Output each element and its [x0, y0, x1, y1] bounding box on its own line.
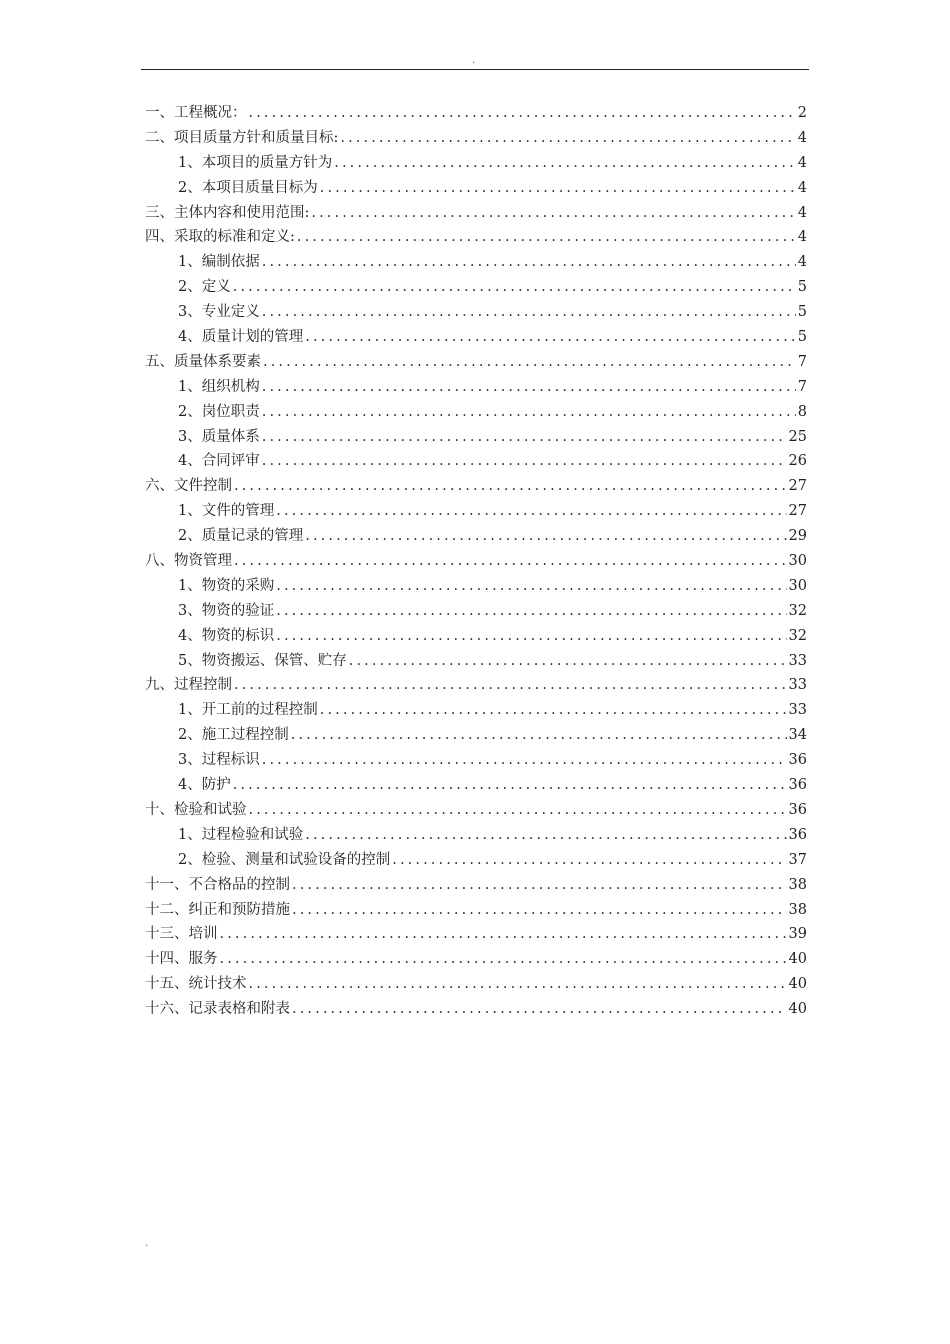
toc-dot-leader — [234, 474, 787, 499]
toc-entry[interactable] — [145, 649, 807, 674]
toc-entry-title: 3、物资的验证 — [178, 602, 275, 619]
toc-entry[interactable] — [145, 425, 807, 450]
toc-dot-leader — [249, 101, 796, 126]
toc-entry-title: 十、检验和试验 — [145, 801, 247, 818]
toc-entry[interactable] — [145, 748, 807, 773]
header-rule — [141, 69, 809, 70]
toc-dot-leader — [262, 400, 796, 425]
toc-entry[interactable] — [145, 250, 807, 275]
toc-entry-title: 2、岗位职责 — [178, 403, 260, 420]
toc-entry-page-number: 25 — [788, 428, 807, 445]
toc-entry-title: 4、物资的标识 — [178, 627, 275, 644]
toc-dot-leader — [249, 972, 787, 997]
toc-entry-page-number: 29 — [788, 528, 807, 545]
toc-entry-title: 四、采取的标准和定义: — [145, 229, 295, 246]
toc-entry[interactable] — [145, 574, 807, 599]
toc-dot-leader — [320, 698, 787, 723]
toc-dot-leader — [233, 275, 796, 300]
toc-entry-page-number: 39 — [788, 926, 807, 943]
toc-entry-page-number: 4 — [797, 179, 807, 196]
toc-entry-page-number: 37 — [788, 851, 807, 868]
toc-entry-page-number: 32 — [788, 602, 807, 619]
toc-entry[interactable] — [145, 673, 807, 698]
toc-entry-title: 十四、服务 — [145, 951, 218, 968]
toc-entry-page-number: 4 — [797, 154, 807, 171]
toc-entry[interactable] — [145, 350, 807, 375]
toc-entry-page-number: 26 — [788, 453, 807, 470]
toc-entry-title: 1、组织机构 — [178, 378, 260, 395]
toc-entry-title: 4、质量计划的管理 — [178, 329, 304, 346]
toc-entry-page-number: 30 — [788, 577, 807, 594]
toc-dot-leader — [263, 350, 796, 375]
toc-dot-leader — [262, 250, 796, 275]
toc-dot-leader — [297, 225, 796, 250]
toc-entry-page-number: 27 — [788, 478, 807, 495]
toc-entry[interactable] — [145, 922, 807, 947]
toc-entry[interactable] — [145, 126, 807, 151]
toc-entry-title: 1、本项目的质量方针为 — [178, 154, 333, 171]
toc-dot-leader — [292, 898, 787, 923]
toc-dot-leader — [220, 922, 787, 947]
toc-entry[interactable] — [145, 325, 807, 350]
toc-entry-title: 2、检验、测量和试验设备的控制 — [178, 851, 391, 868]
toc-entry[interactable] — [145, 723, 807, 748]
toc-entry[interactable] — [145, 549, 807, 574]
toc-dot-leader — [276, 599, 786, 624]
toc-entry[interactable] — [145, 624, 807, 649]
toc-dot-leader — [249, 798, 787, 823]
toc-dot-leader — [334, 151, 796, 176]
toc-entry[interactable] — [145, 375, 807, 400]
toc-entry-page-number: 36 — [788, 801, 807, 818]
toc-dot-leader — [234, 549, 787, 574]
toc-entry[interactable] — [145, 997, 807, 1022]
toc-dot-leader — [262, 300, 796, 325]
toc-dot-leader — [349, 649, 787, 674]
toc-dot-leader — [233, 773, 787, 798]
toc-entry-title: 1、物资的采购 — [178, 577, 275, 594]
toc-entry-title: 八、物资管理 — [145, 553, 232, 570]
toc-entry-page-number: 38 — [788, 876, 807, 893]
toc-dot-leader — [262, 425, 787, 450]
table-of-contents — [145, 101, 807, 1022]
toc-entry[interactable] — [145, 176, 807, 201]
toc-entry-page-number: 8 — [797, 403, 807, 420]
toc-entry-title: 六、文件控制 — [145, 478, 232, 495]
toc-dot-leader — [311, 201, 795, 226]
toc-entry-title: 五、质量体系要素 — [145, 353, 261, 370]
toc-dot-leader — [276, 499, 786, 524]
toc-entry[interactable] — [145, 400, 807, 425]
toc-entry[interactable] — [145, 499, 807, 524]
toc-dot-leader — [305, 524, 786, 549]
toc-entry-page-number: 5 — [797, 279, 807, 296]
toc-entry-title: 3、过程标识 — [178, 752, 260, 769]
toc-entry[interactable] — [145, 599, 807, 624]
toc-entry-title: 5、物资搬运、保管、贮存 — [178, 652, 347, 669]
toc-entry-title: 2、施工过程控制 — [178, 727, 289, 744]
toc-entry[interactable] — [145, 698, 807, 723]
toc-entry-title: 十五、统计技术 — [145, 976, 247, 993]
toc-entry-page-number: 33 — [788, 702, 807, 719]
toc-entry-page-number: 5 — [797, 304, 807, 321]
toc-dot-leader — [234, 673, 787, 698]
toc-entry[interactable] — [145, 823, 807, 848]
toc-entry-page-number: 32 — [788, 627, 807, 644]
toc-entry-title: 九、过程控制 — [145, 677, 232, 694]
toc-entry-page-number: 40 — [788, 976, 807, 993]
toc-entry-page-number: 7 — [797, 378, 807, 395]
toc-entry[interactable] — [145, 474, 807, 499]
toc-entry-page-number: 2 — [797, 105, 807, 121]
toc-entry-page-number: 5 — [797, 329, 807, 346]
toc-dot-leader — [291, 723, 787, 748]
toc-entry-title: 十六、记录表格和附表 — [145, 1001, 290, 1018]
toc-entry[interactable] — [145, 151, 807, 176]
toc-entry[interactable] — [145, 773, 807, 798]
toc-entry-title: 3、质量体系 — [178, 428, 260, 445]
toc-entry-page-number: 30 — [788, 553, 807, 570]
toc-entry-page-number: 36 — [788, 752, 807, 769]
toc-entry-title: 2、本项目质量目标为 — [178, 179, 318, 196]
footer-mark: . — [145, 1238, 149, 1249]
header-mark: . — [472, 55, 476, 66]
toc-entry-page-number: 36 — [788, 826, 807, 843]
toc-entry[interactable] — [145, 275, 807, 300]
toc-dot-leader — [305, 325, 796, 350]
toc-entry[interactable] — [145, 524, 807, 549]
toc-entry-page-number: 4 — [797, 254, 807, 271]
toc-entry-title: 4、防护 — [178, 777, 231, 794]
toc-entry-page-number: 33 — [788, 652, 807, 669]
toc-entry[interactable] — [145, 300, 807, 325]
toc-entry[interactable] — [145, 848, 807, 873]
toc-entry-page-number: 27 — [788, 503, 807, 520]
toc-entry-title: 4、合同评审 — [178, 453, 260, 470]
toc-entry[interactable] — [145, 101, 807, 126]
toc-entry-title: 2、定义 — [178, 279, 231, 296]
toc-entry-title: 2、质量记录的管理 — [178, 528, 304, 545]
toc-entry[interactable] — [145, 201, 807, 226]
toc-entry-title: 十二、纠正和预防措施 — [145, 901, 290, 918]
toc-entry[interactable] — [145, 947, 807, 972]
toc-dot-leader — [292, 873, 787, 898]
toc-entry-page-number: 40 — [788, 1001, 807, 1018]
toc-entry[interactable] — [145, 798, 807, 823]
toc-entry-page-number: 33 — [788, 677, 807, 694]
toc-dot-leader — [262, 375, 796, 400]
toc-entry-page-number: 4 — [797, 229, 807, 246]
toc-entry-title: 十三、培训 — [145, 926, 218, 943]
toc-entry-page-number: 38 — [788, 901, 807, 918]
toc-entry-title: 1、开工前的过程控制 — [178, 702, 318, 719]
toc-entry-page-number: 40 — [788, 951, 807, 968]
toc-dot-leader — [305, 823, 786, 848]
toc-dot-leader — [262, 449, 787, 474]
toc-dot-leader — [340, 126, 795, 151]
toc-entry[interactable] — [145, 873, 807, 898]
toc-entry-title: 一、工程概况： — [145, 105, 247, 121]
toc-entry[interactable] — [145, 225, 807, 250]
toc-dot-leader — [276, 624, 786, 649]
toc-entry[interactable] — [145, 972, 807, 997]
toc-dot-leader — [276, 574, 786, 599]
toc-entry[interactable] — [145, 449, 807, 474]
toc-entry-page-number: 4 — [797, 129, 807, 146]
toc-entry-page-number: 7 — [797, 353, 807, 370]
toc-entry-title: 1、编制依据 — [178, 254, 260, 271]
toc-entry-title: 二、项目质量方针和质量目标: — [145, 129, 339, 146]
toc-dot-leader — [392, 848, 786, 873]
toc-dot-leader — [262, 748, 787, 773]
toc-dot-leader — [220, 947, 787, 972]
toc-entry-page-number: 4 — [797, 204, 807, 221]
toc-entry-title: 1、文件的管理 — [178, 503, 275, 520]
toc-entry[interactable] — [145, 898, 807, 923]
toc-entry-page-number: 34 — [788, 727, 807, 744]
toc-entry-title: 三、主体内容和使用范围: — [145, 204, 310, 221]
toc-dot-leader — [292, 997, 787, 1022]
toc-entry-title: 3、专业定义 — [178, 304, 260, 321]
toc-entry-title: 十一、不合格品的控制 — [145, 876, 290, 893]
toc-dot-leader — [320, 176, 796, 201]
toc-entry-title: 1、过程检验和试验 — [178, 826, 304, 843]
toc-entry-page-number: 36 — [788, 777, 807, 794]
